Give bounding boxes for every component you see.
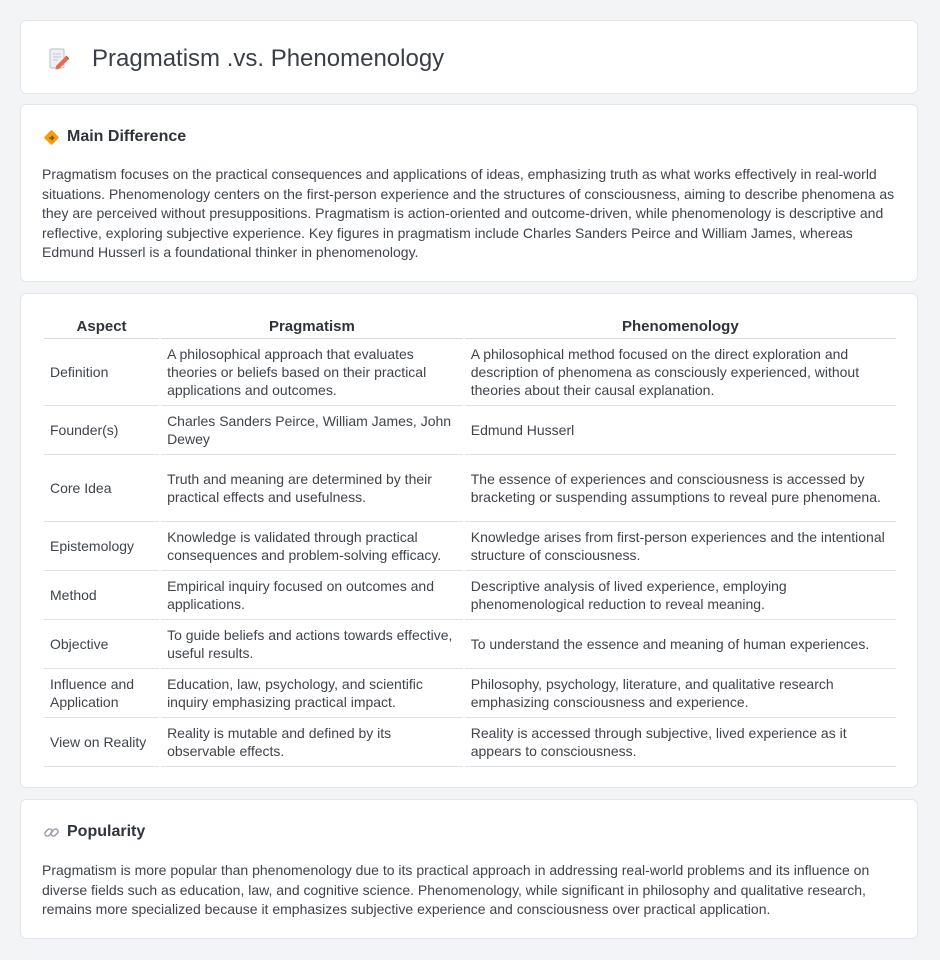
- popularity-title: Popularity: [67, 823, 146, 840]
- aspect-cell: Objective: [44, 620, 159, 669]
- popularity-text: Pragmatism is more popular than phenomenology due to its practical approach in addressing real-world problems and its influence on diverse fields such as education, law, and cognitive science. Phenomenology, while significant in philosophy and qualitative research, remains more specialized because it emphasizes subjective experience and consciousness over practical application.: [42, 862, 870, 918]
- link-icon: [43, 824, 60, 841]
- phenomenology-cell: To understand the essence and meaning of human experiences.: [465, 620, 896, 669]
- header-card: [20, 20, 918, 94]
- table-row: [44, 455, 896, 522]
- pragmatism-cell: To guide beliefs and actions towards effective, useful results.: [161, 620, 463, 669]
- phenomenology-cell: The essence of experiences and consciousness is accessed by bracketing or suspending assumptions to reveal pure phenomena.: [465, 455, 896, 522]
- main-difference-text: Pragmatism focuses on the practical consequences and applications of ideas, emphasizing truth as what works effectively in real-world situations. Phenomenology centers on the first-person experience and the structures of consciousness, aiming to describe phenomena as they are perceived without presuppositions. Pragmatism is action-oriented and outcome-driven, while phenomenology is descriptive and reflective, exploring subjective experience. Key figures in pragmatism include Charles Sanders Peirce and William James, whereas Edmund Husserl is a foundational thinker in phenomenology.: [42, 166, 895, 261]
- header-phenomenology: Phenomenology: [465, 316, 896, 339]
- phenomenology-cell: Descriptive analysis of lived experience, employing phenomenological reduction to reveal meaning.: [465, 571, 896, 620]
- pragmatism-cell: Reality is mutable and defined by its observable effects.: [161, 718, 463, 767]
- header-pragmatism: Pragmatism: [161, 316, 463, 339]
- table-row: [44, 718, 896, 767]
- phenomenology-cell: Philosophy, psychology, literature, and qualitative research emphasizing consciousness and experience.: [465, 669, 896, 718]
- aspect-cell: Epistemology: [44, 522, 159, 571]
- aspect-cell: Core Idea: [44, 455, 159, 522]
- comparison-table: [42, 316, 898, 767]
- comparison-card: [20, 293, 918, 788]
- table-row: [44, 339, 896, 406]
- phenomenology-cell: A philosophical method focused on the direct exploration and description of phenomena as consciously experienced, without theories about their causal explanation.: [465, 339, 896, 406]
- popularity-card: [20, 799, 918, 939]
- pragmatism-cell: A philosophical approach that evaluates theories or beliefs based on their practical applications and outcomes.: [161, 339, 463, 406]
- table-row: [44, 620, 896, 669]
- table-header-row: [44, 316, 896, 339]
- pragmatism-cell: Education, law, psychology, and scientific inquiry emphasizing practical impact.: [161, 669, 463, 718]
- pragmatism-cell: Truth and meaning are determined by their practical effects and usefulness.: [161, 455, 463, 522]
- table-row: [44, 522, 896, 571]
- aspect-cell: View on Reality: [44, 718, 159, 767]
- page-title: Pragmatism .vs. Phenomenology: [92, 45, 445, 72]
- pragmatism-cell: Empirical inquiry focused on outcomes and applications.: [161, 571, 463, 620]
- phenomenology-cell: Edmund Husserl: [465, 406, 896, 455]
- table-row: [44, 406, 896, 455]
- main-difference-heading: [43, 127, 186, 147]
- aspect-cell: Founder(s): [44, 406, 159, 455]
- document-pen-icon: [47, 47, 71, 71]
- phenomenology-cell: Reality is accessed through subjective, lived experience as it appears to consciousness.: [465, 718, 896, 767]
- aspect-cell: Method: [44, 571, 159, 620]
- pragmatism-cell: Knowledge is validated through practical consequences and problem-solving efficacy.: [161, 522, 463, 571]
- diamond-signpost-icon: [43, 129, 60, 146]
- popularity-heading: [43, 822, 145, 842]
- phenomenology-cell: Knowledge arises from first-person experiences and the intentional structure of consciousness.: [465, 522, 896, 571]
- header-aspect: Aspect: [44, 316, 159, 339]
- table-row: [44, 669, 896, 718]
- main-difference-card: [20, 104, 918, 282]
- pragmatism-cell: Charles Sanders Peirce, William James, John Dewey: [161, 406, 463, 455]
- table-row: [44, 571, 896, 620]
- main-difference-title: Main Difference: [67, 128, 187, 145]
- aspect-cell: Definition: [44, 339, 159, 406]
- aspect-cell: Influence and Application: [44, 669, 159, 718]
